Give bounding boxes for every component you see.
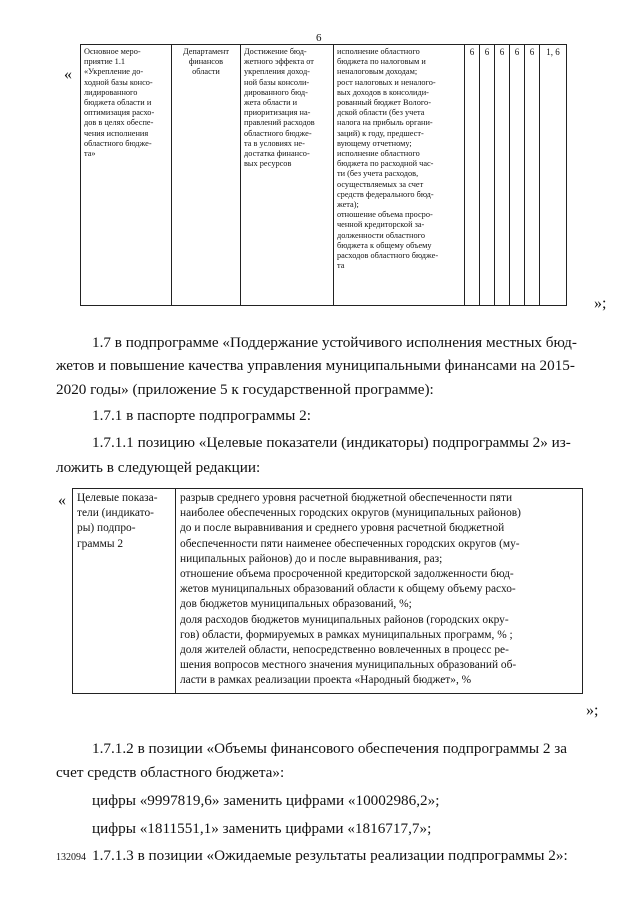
indicator-content-line: жетов муниципальных образований области к общему объему расхо- [180,583,516,596]
indicator-content-line: обеспеченности пяти наименее обеспеченных городских округов (му- [180,537,520,550]
indicator-line: расходов областного бюдже- [337,251,439,261]
document-code: 132094 [56,852,86,863]
effect-line: та в условиях не- [244,138,305,148]
cell-indicator-content [176,489,583,694]
quote-close-2: »; [586,702,599,719]
activity-line: Основное меро- [84,47,141,56]
indicator-line: вых доходов в консолиди- [337,87,429,97]
indicator-content-line: разрыв среднего уровня расчетной бюджетной обеспеченности пяти [180,492,513,504]
effect-line: укрепления доход- [244,67,310,77]
effect-line: достатка финансо- [244,149,310,159]
indicator-line: неналоговым доходам; [337,67,418,77]
quote-close-1: »; [594,295,607,312]
indicator-label-line: граммы 2 [77,537,124,550]
indicator-line: бюджета к общему объему [337,240,432,250]
indicator-line: бюджета по расходной час- [337,159,434,169]
effect-line: жета области и [244,98,298,108]
para-1-7-1-1-line1: 1.7.1.1 позицию «Целевые показатели (индикаторы) подпрограммы 2» из- [92,434,571,451]
indicator-line: долженности областного [337,230,425,240]
indicator-content-line: шения вопросов местного значения муниципальных образований об- [180,659,517,672]
indicator-content-line: ласти в рамках реализации проекта «Народный бюджет», % [180,674,472,687]
indicator-content-line: до и после выравнивания и среднего уровня расчетной бюджетной [180,522,505,535]
table-target-indicators [72,488,583,694]
cell-num-4: 6 [510,45,525,306]
cell-indicator-label [73,489,176,694]
indicator-content-line: доля расходов бюджетов муниципальных районов (городских окру- [180,613,509,626]
indicator-line: ти (без учета расходов, [337,169,419,179]
cell-num-1: 6 [465,45,480,306]
page-number: 6 [316,32,322,44]
activity-line: оптимизация расхо- [84,108,155,118]
department-line: области [192,67,220,77]
effect-line: правлений расходов [244,118,315,128]
effect-line: Достижение бюд- [244,47,307,56]
para-1-7-line3: 2020 годы» (приложение 5 к государственной программе): [56,381,434,398]
para-digits-1: цифры «9997819,6» заменить цифрами «10002986,2»; [92,792,440,809]
department-line: финансов [188,57,224,67]
table-row [81,45,567,306]
activity-line: чения исполнения [84,128,149,138]
activity-line: ходной базы консо- [84,77,153,87]
indicator-line: вующему отчетному; [337,138,412,148]
para-1-7-1-3: 1.7.1.3 в позиции «Ожидаемые результаты реализации подпрограммы 2»: [92,847,568,864]
effect-line: областного бюдже- [244,128,312,138]
cell-num-6: 1, 6 [540,45,567,306]
indicator-content-line: ниципальных районов) до и после выравнивания, раз; [180,552,443,565]
effect-line: жетного эффекта от [244,57,314,67]
quote-open-2: « [58,492,66,509]
indicator-line: рованный бюджет Волого- [337,98,431,108]
para-1-7-1: 1.7.1 в паспорте подпрограммы 2: [92,407,311,424]
indicator-label-line: Целевые показа- [77,492,158,504]
activity-line: лидированного [84,87,138,97]
indicator-content-line: отношение объема просроченной кредиторской задолженности бюд- [180,568,514,581]
activity-line: «Укрепление до- [84,67,144,77]
activity-line: бюджета области и [84,98,152,108]
cell-num-3: 6 [495,45,510,306]
indicator-line: бюджета по налоговым и [337,57,426,67]
cell-activity [81,45,172,306]
indicator-line: исполнение областного [337,149,420,159]
indicator-line: осуществляемых за счет [337,179,424,189]
cell-num-5: 6 [525,45,540,306]
effect-line: дированного бюд- [244,87,308,97]
indicator-line: та [337,261,345,271]
cell-num-2: 6 [480,45,495,306]
cell-department [172,45,241,306]
effect-line: ной базы консоли- [244,77,310,87]
table-measures [80,44,567,306]
indicator-content-line: доля жителей области, непосредственно вовлеченных в процесс ре- [180,644,509,657]
indicator-line: дской области (без учета [337,108,425,118]
activity-line: приятие 1.1 [84,57,126,67]
indicator-line: рост налоговых и неналого- [337,77,436,87]
indicator-label-line: ры) подпро- [77,522,136,535]
para-digits-2: цифры «1811551,1» заменить цифрами «1816717,7»; [92,820,432,837]
indicator-line: отношение объема просро- [337,210,433,220]
indicator-label-line: тели (индикато- [77,507,154,520]
activity-line: та» [84,149,96,159]
indicator-content-line: гов) области, формируемых в рамках муниципальных программ, % ; [180,628,513,641]
para-1-7-line1: 1.7 в подпрограмме «Поддержание устойчивого исполнения местных бюд- [92,334,577,351]
indicator-line: средств федерального бюд- [337,189,434,199]
activity-line: областного бюдже- [84,138,152,148]
indicator-line: заций) к году, предшест- [337,128,424,138]
indicator-line: исполнение областного [337,47,420,56]
indicator-line: жета); [337,200,359,210]
cell-indicators [334,45,465,306]
effect-line: вых ресурсов [244,159,292,169]
department-line: Департамент [182,47,229,56]
indicator-line: ченной кредиторской за- [337,220,425,230]
cell-effect [241,45,334,306]
indicator-content-line: дов бюджетов муниципальных образований, %; [180,598,412,611]
para-1-7-line2: жетов и повышение качества управления муниципальными финансами на 2015- [56,357,575,374]
table-row [73,489,583,694]
para-1-7-1-2-line1: 1.7.1.2 в позиции «Объемы финансового обеспечения подпрограммы 2 за [92,740,568,757]
para-1-7-1-2-line2: счет средств областного бюджета»: [56,764,285,781]
quote-open-1: « [64,66,72,83]
indicator-content-line: наиболее обеспеченных городских округов (муниципальных районов) [180,507,521,520]
para-1-7-1-1-line2: ложить в следующей редакции: [56,459,261,476]
activity-line: дов в целях обеспе- [84,118,154,128]
indicator-line: налога на прибыль органи- [337,118,433,128]
effect-line: приоритизация на- [244,108,311,118]
